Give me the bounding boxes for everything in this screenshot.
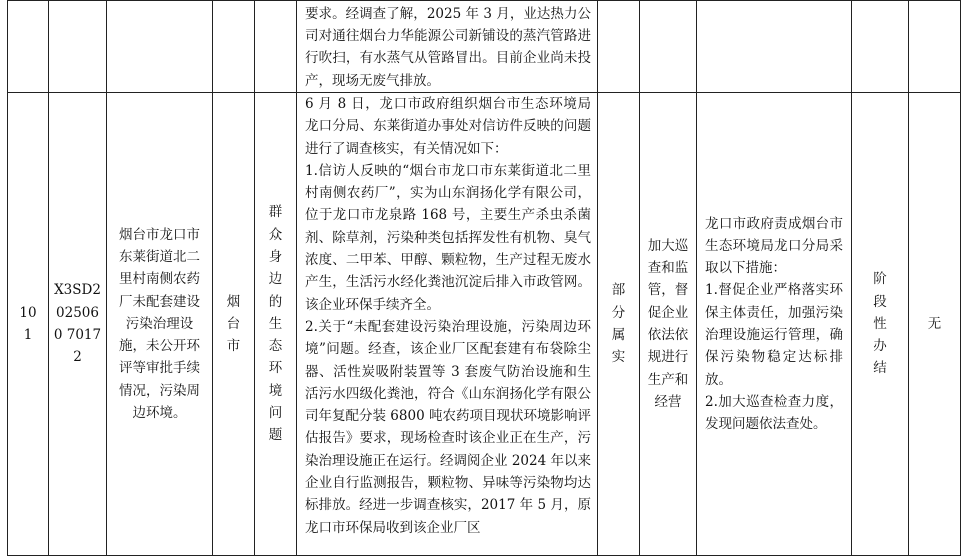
code-cell-empty	[49, 1, 107, 93]
content-paragraph: 6 月 8 日，龙口市政府组织烟台市生态环境局龙口分局、东莱街道办事处对信访件反映的问题进行了调查核实，有关情况如下：	[305, 96, 591, 157]
finding-cell	[598, 93, 640, 556]
issue-type-cell	[255, 93, 297, 556]
finding-cell-empty	[598, 1, 640, 93]
status-text: 阶段性办结	[873, 271, 887, 377]
issue-type-cell-empty	[255, 1, 297, 93]
accountability-text: 无	[927, 315, 942, 332]
content-cell	[297, 1, 598, 93]
complaint-cell-empty	[107, 1, 213, 93]
complaint-table	[7, 0, 961, 556]
complaint-text: 烟台市龙口市东莱街道北二里村南侧农药厂未配套建设污染治理设施，未公开环评等审批手续情况，污染周边环境。	[119, 226, 200, 422]
action-text: 加大巡查和监管，督促企业依法依规进行生产和经营	[647, 237, 689, 410]
code-cell	[49, 93, 107, 556]
status-cell	[852, 93, 909, 556]
action-cell	[640, 93, 697, 556]
measures-cell-empty	[697, 1, 852, 93]
city-cell	[213, 93, 255, 556]
content-cell	[297, 93, 598, 556]
complaint-cell	[107, 93, 213, 556]
city-cell-empty	[213, 1, 255, 93]
previous-content-text: 要求。经调查了解，2025 年 3 月，业达热力公司对通往烟台力华能源公司新铺设的蒸汽管路进行吹扫，有水蒸气从管路冒出。目前企业尚未投产，现场无废气排放。	[305, 5, 591, 89]
seq-cell	[8, 93, 49, 556]
content-paragraph: 2.关于“未配套建设污染治理设施，污染周边环境”问题。经查，该企业厂区配套建有布袋除尘器、活性炭吸附装置等 3 套废气防治设施和生活污水四级化粪池，符合《山东润扬化学有限公司年复配分装 6800 吨农药项目现状环境影响评估报告》要求，现场检查时该企业正在生产，污染治理设施正在运行。经调阅企业 2024 年以来企业自行监测报告，颗粒物、异味等污染物均达标排放。经进一步调查核实，2017 年 5 月，原龙口市环保局收到该企业厂区	[305, 318, 591, 536]
finding-text: 部分属实	[611, 282, 626, 366]
city-text: 烟台市	[226, 293, 241, 355]
issue-type-text: 群众身边的生态环境问题	[268, 204, 283, 444]
accountability-cell	[909, 93, 961, 556]
complaint-code: X3SD2025060 70172	[53, 282, 102, 366]
measures-paragraph: 1.督促企业严格落实环保主体责任，加强污染治理设施运行管理，确保污染物稳定达标排放。	[705, 282, 843, 388]
measures-paragraph: 龙口市政府责成烟台市生态环境局龙口分局采取以下措施：	[705, 215, 843, 277]
content-paragraph: 1.信访人反映的“烟台市龙口市东莱街道北二里村南侧农药厂”，实为山东润扬化学有限公司，位于龙口市龙泉路 168 号，主要生产杀虫杀菌剂、除草剂，污染种类包括挥发性有机物、臭气浓度、二甲苯、甲醇、颗粒物，生产过程无废水产生，生活污水经化粪池沉淀后排入市政管网。该企业环保手续齐全。	[305, 162, 591, 313]
table-row	[8, 93, 961, 556]
accountability-cell-empty	[909, 1, 961, 93]
seq-number: 101	[19, 304, 37, 343]
action-cell-empty	[640, 1, 697, 93]
seq-cell-empty	[8, 1, 49, 93]
table-row	[8, 1, 961, 93]
measures-cell	[697, 93, 852, 556]
measures-paragraph: 2.加大巡查检查力度，发现问题依法查处。	[705, 393, 843, 433]
status-cell-empty	[852, 1, 909, 93]
